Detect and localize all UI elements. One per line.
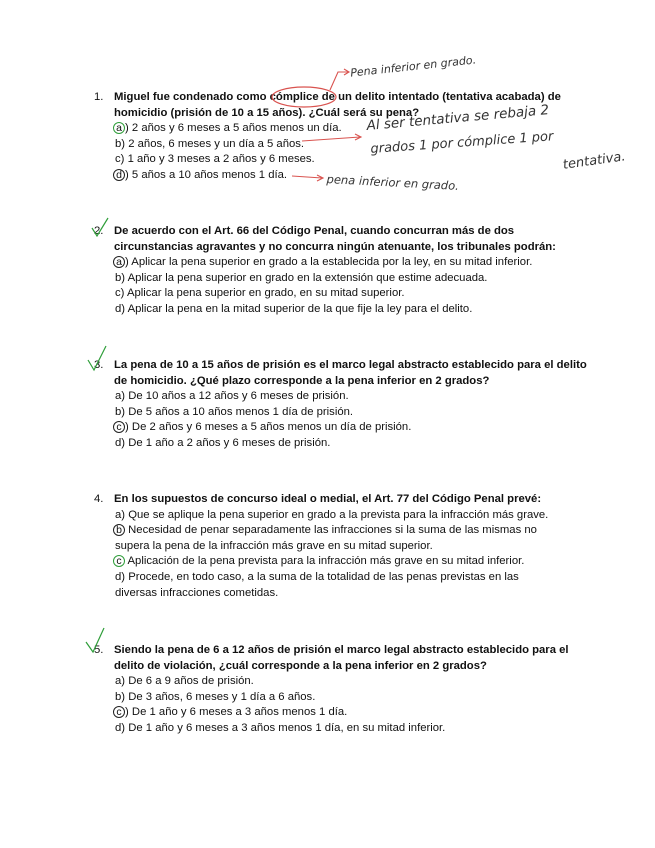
answer-circle: c: [113, 555, 125, 567]
option-text: Que se aplique la pena superior en grado a la prevista para la infracción más grave.: [128, 508, 549, 521]
option-d: d ) 5 años a 10 años menos 1 día.: [94, 168, 594, 184]
answer-circle: a: [113, 256, 125, 268]
option-text: Aplicar la pena superior en grado a la establecida por la ley, en su mitad inferior.: [131, 256, 533, 269]
option-text: Aplicar la pena superior en grado, en su mitad superior.: [126, 287, 405, 300]
question-number: 3.: [94, 359, 104, 371]
option-text: De 5 años a 10 años menos 1 día de prisión.: [128, 405, 354, 418]
option-text: Aplicar la pena superior en grado en la extensión que estime adecuada.: [127, 271, 488, 284]
option-letter: b: [115, 137, 122, 150]
answer-circle: a: [113, 122, 125, 134]
handwritten-note-top: Pena inferior en grado.: [349, 53, 477, 80]
option-text: Procede, en todo caso, a la suma de la totalidad de las penas previstas en las diversas infracciones cometidas.: [115, 570, 519, 599]
handwritten-note-line2: grados 1 por cómplice 1 por: [370, 129, 554, 157]
question-number: 5.: [94, 644, 104, 656]
option-text: Necesidad de penar separadamente las infracciones si la suma de las mismas no supera la pena de la infracción más grave en su mitad superior.: [115, 524, 537, 552]
option-text: De 6 a 9 años de prisión.: [128, 675, 254, 688]
option-letter: a: [115, 390, 122, 403]
option-c: c) 1 año y 3 meses a 2 años y 6 meses.: [115, 153, 315, 166]
option-b: b) 2 años, 6 meses y un día a 5 años.: [115, 137, 305, 150]
answer-circle: c: [113, 706, 125, 718]
option-text: 1 año y 3 meses a 2 años y 6 meses.: [127, 153, 315, 166]
option-text: De 10 años a 12 años y 6 meses de prisión.: [128, 390, 349, 403]
question-text: De acuerdo con el Art. 66 del Código Penal, cuando concurran más de dos circunstancias agravantes y no concurra ningún atenuante, los tribunales podrán:: [114, 225, 556, 253]
question-text: Miguel fue condenado como cómplice de un delito intentado (tentativa acabada) de homicidio (prisión de 10 a 15 años). ¿Cuál será su pena?: [114, 91, 561, 119]
option-text: De 2 años y 6 meses a 5 años menos un día de prisión.: [131, 421, 412, 434]
option-c: c ) De 1 año y 6 meses a 3 años menos 1 día.: [94, 705, 594, 721]
option-b: b) Aplicar la pena superior en grado en la extensión que estime adecuada.: [115, 271, 488, 284]
option-a: a ) Aplicar la pena superior en grado a la establecida por la ley, en su mitad inferior.: [94, 255, 594, 271]
question-2: [94, 224, 594, 318]
option-text: 5 años a 10 años menos 1 día.: [131, 168, 288, 181]
option-d: d) De 1 año a 2 años y 6 meses de prisión.: [115, 436, 331, 449]
option-text: De 1 año y 6 meses a 3 años menos 1 día, en su mitad inferior.: [128, 721, 446, 734]
option-letter: b: [115, 271, 122, 284]
option-a: a ) 2 años y 6 meses a 5 años menos un día.: [94, 121, 594, 137]
option-b: b) De 3 años, 6 meses y 1 día a 6 años.: [115, 690, 316, 703]
option-d: d) Procede, en todo caso, a la suma de la totalidad de las penas previstas en las diversas infracciones cometidas.: [115, 570, 519, 599]
question-3: [94, 358, 594, 452]
question-number: 1.: [94, 91, 104, 103]
question-4: [94, 492, 594, 601]
option-letter: d: [115, 436, 122, 449]
option-letter: a: [115, 675, 122, 688]
option-c: [94, 554, 594, 570]
handwritten-note-d: pena inferior en grado.: [326, 172, 460, 193]
option-text: Aplicación de la pena prevista para la infracción más grave en su mitad inferior.: [127, 555, 525, 568]
option-a: a) Que se aplique la pena superior en grado a la prevista para la infracción más grave.: [115, 508, 549, 521]
option-c: c) Aplicar la pena superior en grado, en su mitad superior.: [115, 287, 405, 300]
question-number: 2.: [94, 225, 104, 237]
option-c: c ) De 2 años y 6 meses a 5 años menos un día de prisión.: [94, 420, 594, 436]
answer-circle: b: [113, 524, 125, 536]
handwritten-note-line3: tentativa.: [562, 149, 627, 173]
option-a: a) De 6 a 9 años de prisión.: [115, 675, 254, 688]
option-letter: b: [115, 405, 122, 418]
question-text: En los supuestos de concurso ideal o medial, el Art. 77 del Código Penal prevé:: [114, 493, 542, 505]
option-letter: c: [115, 287, 121, 300]
option-b: b) De 5 años a 10 años menos 1 día de prisión.: [115, 405, 354, 418]
answer-circle: c: [113, 421, 125, 433]
option-letter: b: [115, 690, 122, 703]
option-d: d) Aplicar la pena en la mitad superior de la que fije la ley para el delito.: [115, 302, 473, 315]
option-letter: d: [115, 570, 122, 583]
option-b: [94, 523, 555, 554]
option-letter: c: [115, 153, 121, 166]
option-a: a) De 10 años a 12 años y 6 meses de prisión.: [115, 390, 349, 403]
option-letter: d: [115, 302, 122, 315]
option-text: De 3 años, 6 meses y 1 día a 6 años.: [128, 690, 316, 703]
option-text: De 1 año a 2 años y 6 meses de prisión.: [128, 436, 331, 449]
arrow-head-icon: [344, 69, 349, 75]
option-text: Aplicar la pena en la mitad superior de la que fije la ley para el delito.: [127, 302, 473, 315]
option-d: d) De 1 año y 6 meses a 3 años menos 1 día, en su mitad inferior.: [115, 721, 446, 734]
arrow-to-top-note: [330, 72, 348, 90]
question-number: 4.: [94, 493, 104, 505]
option-text: De 1 año y 6 meses a 3 años menos 1 día.: [131, 706, 348, 719]
question-text: Siendo la pena de 6 a 12 años de prisión el marco legal abstracto establecido para el delito de violación, ¿cuál corresponde a la pena inferior en 2 grados?: [114, 644, 569, 672]
answer-circle: d: [113, 169, 125, 181]
handwritten-note-line1: Al ser tentativa se rebaja 2: [366, 102, 550, 134]
option-text: 2 años, 6 meses y un día a 5 años.: [128, 137, 305, 150]
question-text: La pena de 10 a 15 años de prisión es el marco legal abstracto establecido para el delito de homicidio. ¿Qué plazo corresponde a la pena inferior en 2 grados?: [114, 359, 587, 387]
question-5: [94, 643, 594, 737]
option-letter: a: [115, 508, 122, 521]
option-text: 2 años y 6 meses a 5 años menos un día.: [131, 122, 342, 135]
option-letter: d: [115, 721, 122, 734]
